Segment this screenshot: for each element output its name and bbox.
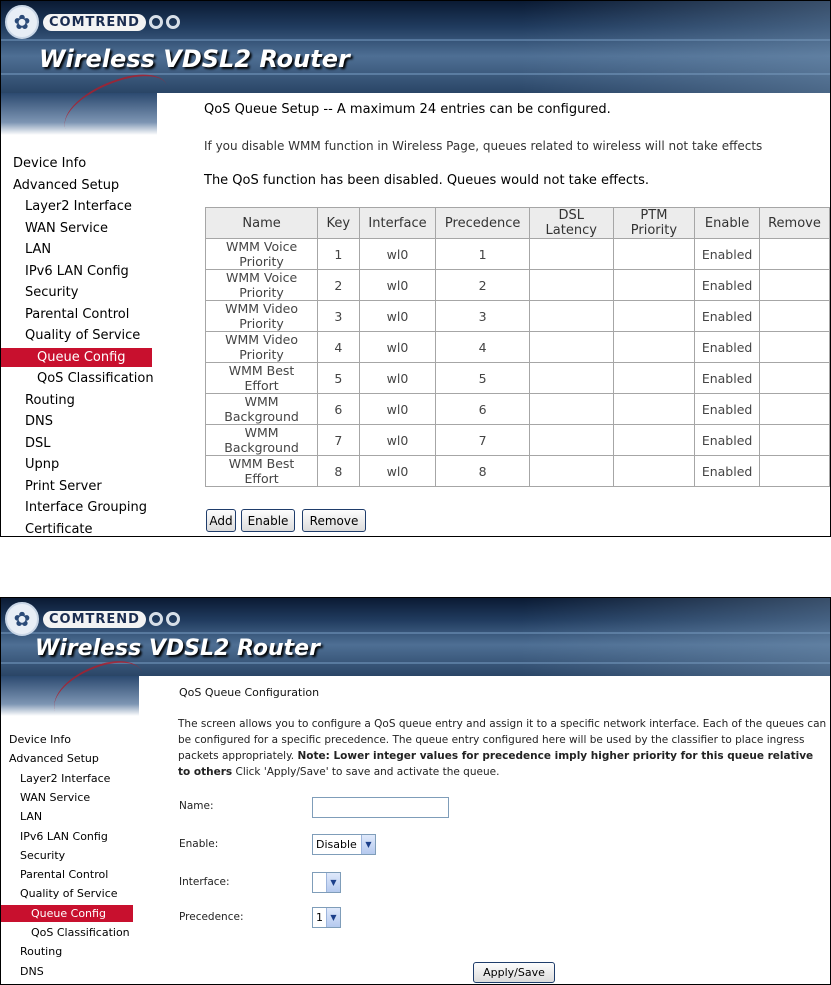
table-cell: 1 (318, 239, 359, 270)
table-cell: 8 (318, 456, 359, 487)
sidebar-item-parental-control[interactable]: Parental Control (20, 868, 109, 882)
table-cell: Enabled (695, 425, 760, 456)
table-cell: 6 (436, 394, 529, 425)
flower-logo-icon: ✿ (5, 5, 39, 39)
column-header: Name (206, 208, 318, 239)
table-cell: WMM Voice Priority (206, 239, 318, 270)
queue-configuration-screen (0, 597, 831, 985)
qos-disabled-message: The QoS function has been disabled. Queues would not take effects. (204, 173, 650, 188)
sidebar-item-wan-service[interactable]: WAN Service (20, 790, 91, 804)
table-cell: WMM Video Priority (206, 301, 318, 332)
enable-label: Enable: (179, 838, 219, 850)
page-title: QoS Queue Setup -- A maximum 24 entries can be configured. (204, 102, 611, 117)
table-cell (613, 239, 695, 270)
column-header: Enable (695, 208, 760, 239)
column-header: PTM Priority (613, 208, 695, 239)
sidebar-item-queue-config[interactable]: Queue Config (1, 905, 133, 922)
table-cell[interactable] (759, 332, 829, 363)
table-cell: wl0 (359, 425, 436, 456)
name-label: Name: (179, 800, 214, 812)
queue-table (205, 207, 830, 487)
table-cell (529, 363, 613, 394)
sidebar-item-wan-service[interactable]: WAN Service (25, 220, 108, 236)
table-row (206, 332, 830, 363)
sidebar-item-qos-classification[interactable]: QoS Classification (31, 926, 130, 939)
table-cell: 4 (436, 332, 529, 363)
table-cell: WMM Voice Priority (206, 270, 318, 301)
table-cell: WMM Best Effort (206, 456, 318, 487)
sidebar-item-queue-config[interactable]: Queue Config (1, 348, 152, 367)
column-header: Precedence (436, 208, 529, 239)
table-cell: Enabled (695, 239, 760, 270)
sidebar-item-routing[interactable]: Routing (20, 945, 63, 959)
wmm-note: If you disable WMM function in Wireless Page, queues related to wireless will not take effects (204, 139, 763, 153)
remove-button[interactable]: Remove (302, 509, 366, 532)
table-cell: wl0 (359, 239, 436, 270)
product-title: Wireless VDSL2 Router (35, 636, 320, 661)
table-cell (613, 425, 695, 456)
config-description (178, 716, 828, 780)
description-apply-text: Click 'Apply/Save' to save and activate the queue. (232, 766, 500, 778)
table-row (206, 425, 830, 456)
table-cell (613, 456, 695, 487)
table-cell: WMM Best Effort (206, 363, 318, 394)
table-cell: Enabled (695, 394, 760, 425)
table-cell (529, 394, 613, 425)
enable-select[interactable] (312, 834, 376, 855)
table-cell (529, 456, 613, 487)
sidebar-item-device-info[interactable]: Device Info (9, 733, 71, 746)
sidebar-item-dns[interactable]: DNS (20, 964, 44, 978)
name-input[interactable] (312, 797, 449, 818)
table-cell: Enabled (695, 301, 760, 332)
precedence-label: Precedence: (179, 911, 244, 923)
flower-logo-icon: ✿ (5, 602, 39, 636)
sidebar-item-quality-of-service[interactable]: Quality of Service (25, 328, 141, 343)
sidebar-item-print-server[interactable]: Print Server (25, 478, 102, 494)
table-cell: 1 (436, 239, 529, 270)
enable-button[interactable]: Enable (241, 509, 295, 532)
table-cell: 5 (318, 363, 359, 394)
table-cell (613, 301, 695, 332)
sidebar-item-dsl[interactable]: DSL (25, 435, 51, 451)
table-cell[interactable] (759, 363, 829, 394)
table-cell: 8 (436, 456, 529, 487)
table-cell (529, 270, 613, 301)
comtrend-logo (5, 5, 180, 39)
table-cell: 7 (436, 425, 529, 456)
column-header: Interface (359, 208, 436, 239)
enable-select-value: Disable (316, 838, 357, 851)
table-cell: Enabled (695, 270, 760, 301)
sidebar-item-interface-grouping[interactable]: Interface Grouping (25, 500, 148, 515)
table-cell (613, 394, 695, 425)
table-row (206, 456, 830, 487)
sidebar-item-routing[interactable]: Routing (25, 392, 75, 408)
interface-label: Interface: (179, 876, 230, 888)
table-cell[interactable] (759, 239, 829, 270)
table-cell (613, 332, 695, 363)
table-cell: WMM Video Priority (206, 332, 318, 363)
table-row (206, 270, 830, 301)
sidebar-item-quality-of-service[interactable]: Quality of Service (20, 887, 118, 901)
brand-name: COMTREND (43, 611, 146, 628)
table-cell (613, 270, 695, 301)
table-cell: Enabled (695, 456, 760, 487)
sidebar-item-dns[interactable]: DNS (25, 414, 53, 429)
table-cell[interactable] (759, 456, 829, 487)
add-button[interactable]: Add (206, 509, 236, 532)
table-cell (529, 332, 613, 363)
comtrend-logo (5, 602, 180, 636)
table-cell: WMM Background (206, 425, 318, 456)
sidebar-item-ipv6-lan-config[interactable]: IPv6 LAN Config (25, 263, 129, 279)
sidebar-item-security[interactable]: Security (25, 285, 79, 300)
table-row (206, 239, 830, 270)
product-title: Wireless VDSL2 Router (39, 45, 350, 73)
table-row (206, 363, 830, 394)
sidebar-item-layer2-interface[interactable]: Layer2 Interface (20, 771, 111, 785)
table-cell: 6 (318, 394, 359, 425)
table-cell: wl0 (359, 332, 436, 363)
precedence-select-value: 1 (316, 911, 323, 924)
sidebar-item-upnp[interactable]: Upnp (25, 457, 60, 472)
sidebar-item-ipv6-lan-config[interactable]: IPv6 LAN Config (20, 829, 108, 843)
sidebar-item-certificate[interactable]: Certificate (25, 521, 93, 537)
table-cell[interactable] (759, 270, 829, 301)
chevron-down-icon: ▼ (361, 835, 375, 854)
chevron-down-icon: ▼ (326, 908, 340, 927)
table-cell: Enabled (695, 363, 760, 394)
sidebar-item-lan[interactable]: LAN (20, 810, 43, 824)
precedence-note: Note: Lower integer values for precedence imply higher priority for this queue relative to others (178, 750, 814, 778)
table-cell: wl0 (359, 394, 436, 425)
interface-select[interactable] (312, 872, 341, 893)
sidebar-item-security[interactable]: Security (20, 848, 66, 862)
sidebar-item-advanced-setup[interactable]: Advanced Setup (13, 177, 120, 193)
table-cell: 4 (318, 332, 359, 363)
table-cell[interactable] (759, 301, 829, 332)
table-cell[interactable] (759, 425, 829, 456)
table-row (206, 394, 830, 425)
table-cell (613, 363, 695, 394)
table-cell: wl0 (359, 363, 436, 394)
table-cell (529, 425, 613, 456)
table-cell: 7 (318, 425, 359, 456)
table-cell: 3 (436, 301, 529, 332)
table-cell: 3 (318, 301, 359, 332)
table-cell (529, 239, 613, 270)
column-header: Remove (759, 208, 829, 239)
table-cell: 5 (436, 363, 529, 394)
table-cell: Enabled (695, 332, 760, 363)
sidebar-item-parental-control[interactable]: Parental Control (25, 306, 130, 322)
table-cell: 2 (436, 270, 529, 301)
precedence-select[interactable] (312, 907, 341, 928)
sidebar-item-advanced-setup[interactable]: Advanced Setup (9, 752, 99, 766)
description-text: The screen allows you to configure a QoS queue entry and assign it to a specific network interface. Each of the queues can be configured for a specific precedence. The queue entry configured here will be used by the classifier to place ingress packets appropriately. (178, 718, 827, 762)
table-cell: WMM Background (206, 394, 318, 425)
brand-name: COMTREND (43, 14, 146, 31)
sidebar-item-layer2-interface[interactable]: Layer2 Interface (25, 199, 132, 214)
apply-save-button[interactable]: Apply/Save (473, 962, 555, 983)
sidebar-item-lan[interactable]: LAN (25, 242, 52, 257)
sidebar-item-device-info[interactable]: Device Info (13, 156, 87, 171)
sidebar-menu (1, 732, 141, 985)
table-cell: 2 (318, 270, 359, 301)
table-cell: wl0 (359, 301, 436, 332)
table-cell[interactable] (759, 394, 829, 425)
table-cell: wl0 (359, 270, 436, 301)
table-cell (529, 301, 613, 332)
table-cell: wl0 (359, 456, 436, 487)
column-header: DSL Latency (529, 208, 613, 239)
sidebar-item-qos-classification[interactable]: QoS Classification (37, 371, 154, 386)
table-row (206, 301, 830, 332)
sidebar-menu (1, 135, 161, 537)
column-header: Key (318, 208, 359, 239)
config-title: QoS Queue Configuration (179, 686, 320, 699)
chevron-down-icon: ▼ (326, 873, 340, 892)
